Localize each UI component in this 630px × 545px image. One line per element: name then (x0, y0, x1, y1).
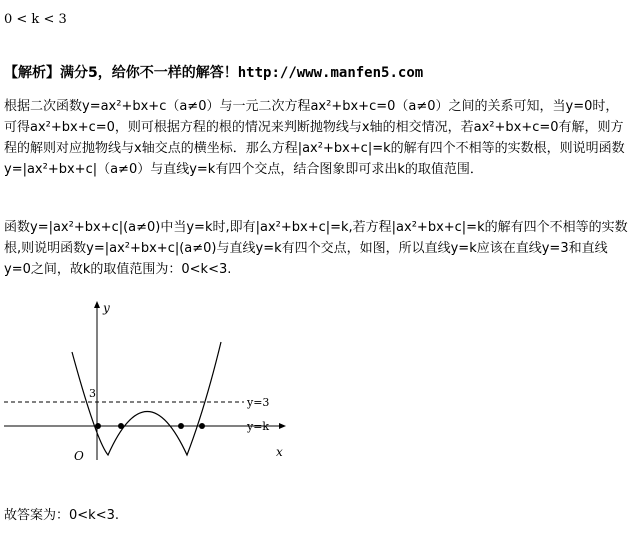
origin-label: O (74, 449, 84, 463)
intersection-point (118, 423, 124, 429)
conclusion: 故答案为：0<k<3. (4, 508, 119, 523)
analysis-heading (4, 62, 423, 82)
y-axis-label: y (103, 301, 110, 315)
line-yk-label: y=k (247, 420, 270, 433)
solution-paragraph: 函数y=|ax²+bx+c|(a≠0)中当y=k时,即有|ax²+bx+c|=k,若方程|ax²+bx+c|=k的解有四个不相等的实数根,则说明函数y=|ax²+bx+c|(a≠0)与直线y=k有四个交点，如图，所以直线y=k应该在直线y=3和直线y=0之间，故k的取值范围为：0<k<3. (4, 220, 628, 277)
x-axis-label: x (276, 445, 283, 459)
x-axis-arrow (279, 423, 286, 429)
intersection-point (95, 423, 101, 429)
y-axis-arrow (94, 301, 100, 308)
analysis-paragraph: 根据二次函数y=ax²+bx+c（a≠0）与一元二次方程ax²+bx+c=0（a≠0）之间的关系可知，当y=0时，可得ax²+bx+c=0，则可根据方程的根的情况来判断抛物线与x轴的相交情况，若ax²+bx+c=0有解，则方程的解则对应抛物线与x轴交点的横坐标．那么方程|ax²+bx+c|=k的解有四个不相等的实数根，则说明函数y=|ax²+bx+c|（a≠0）与直线y=k有四个交点，结合图象即可求出k的取值范围． (4, 99, 625, 177)
intersection-point (199, 423, 205, 429)
tick-label-3: 3 (89, 387, 96, 400)
site-slogan: 满分5，给你不一样的解答！ (60, 65, 238, 81)
intersection-point (178, 423, 184, 429)
function-graph (0, 290, 300, 470)
site-url[interactable]: http://www.manfen5.com (237, 65, 424, 81)
line-y3-label: y=3 (247, 396, 270, 409)
analysis-bracket-label: 【解析】 (4, 65, 60, 81)
top-answer: 0 < k < 3 (4, 12, 67, 27)
